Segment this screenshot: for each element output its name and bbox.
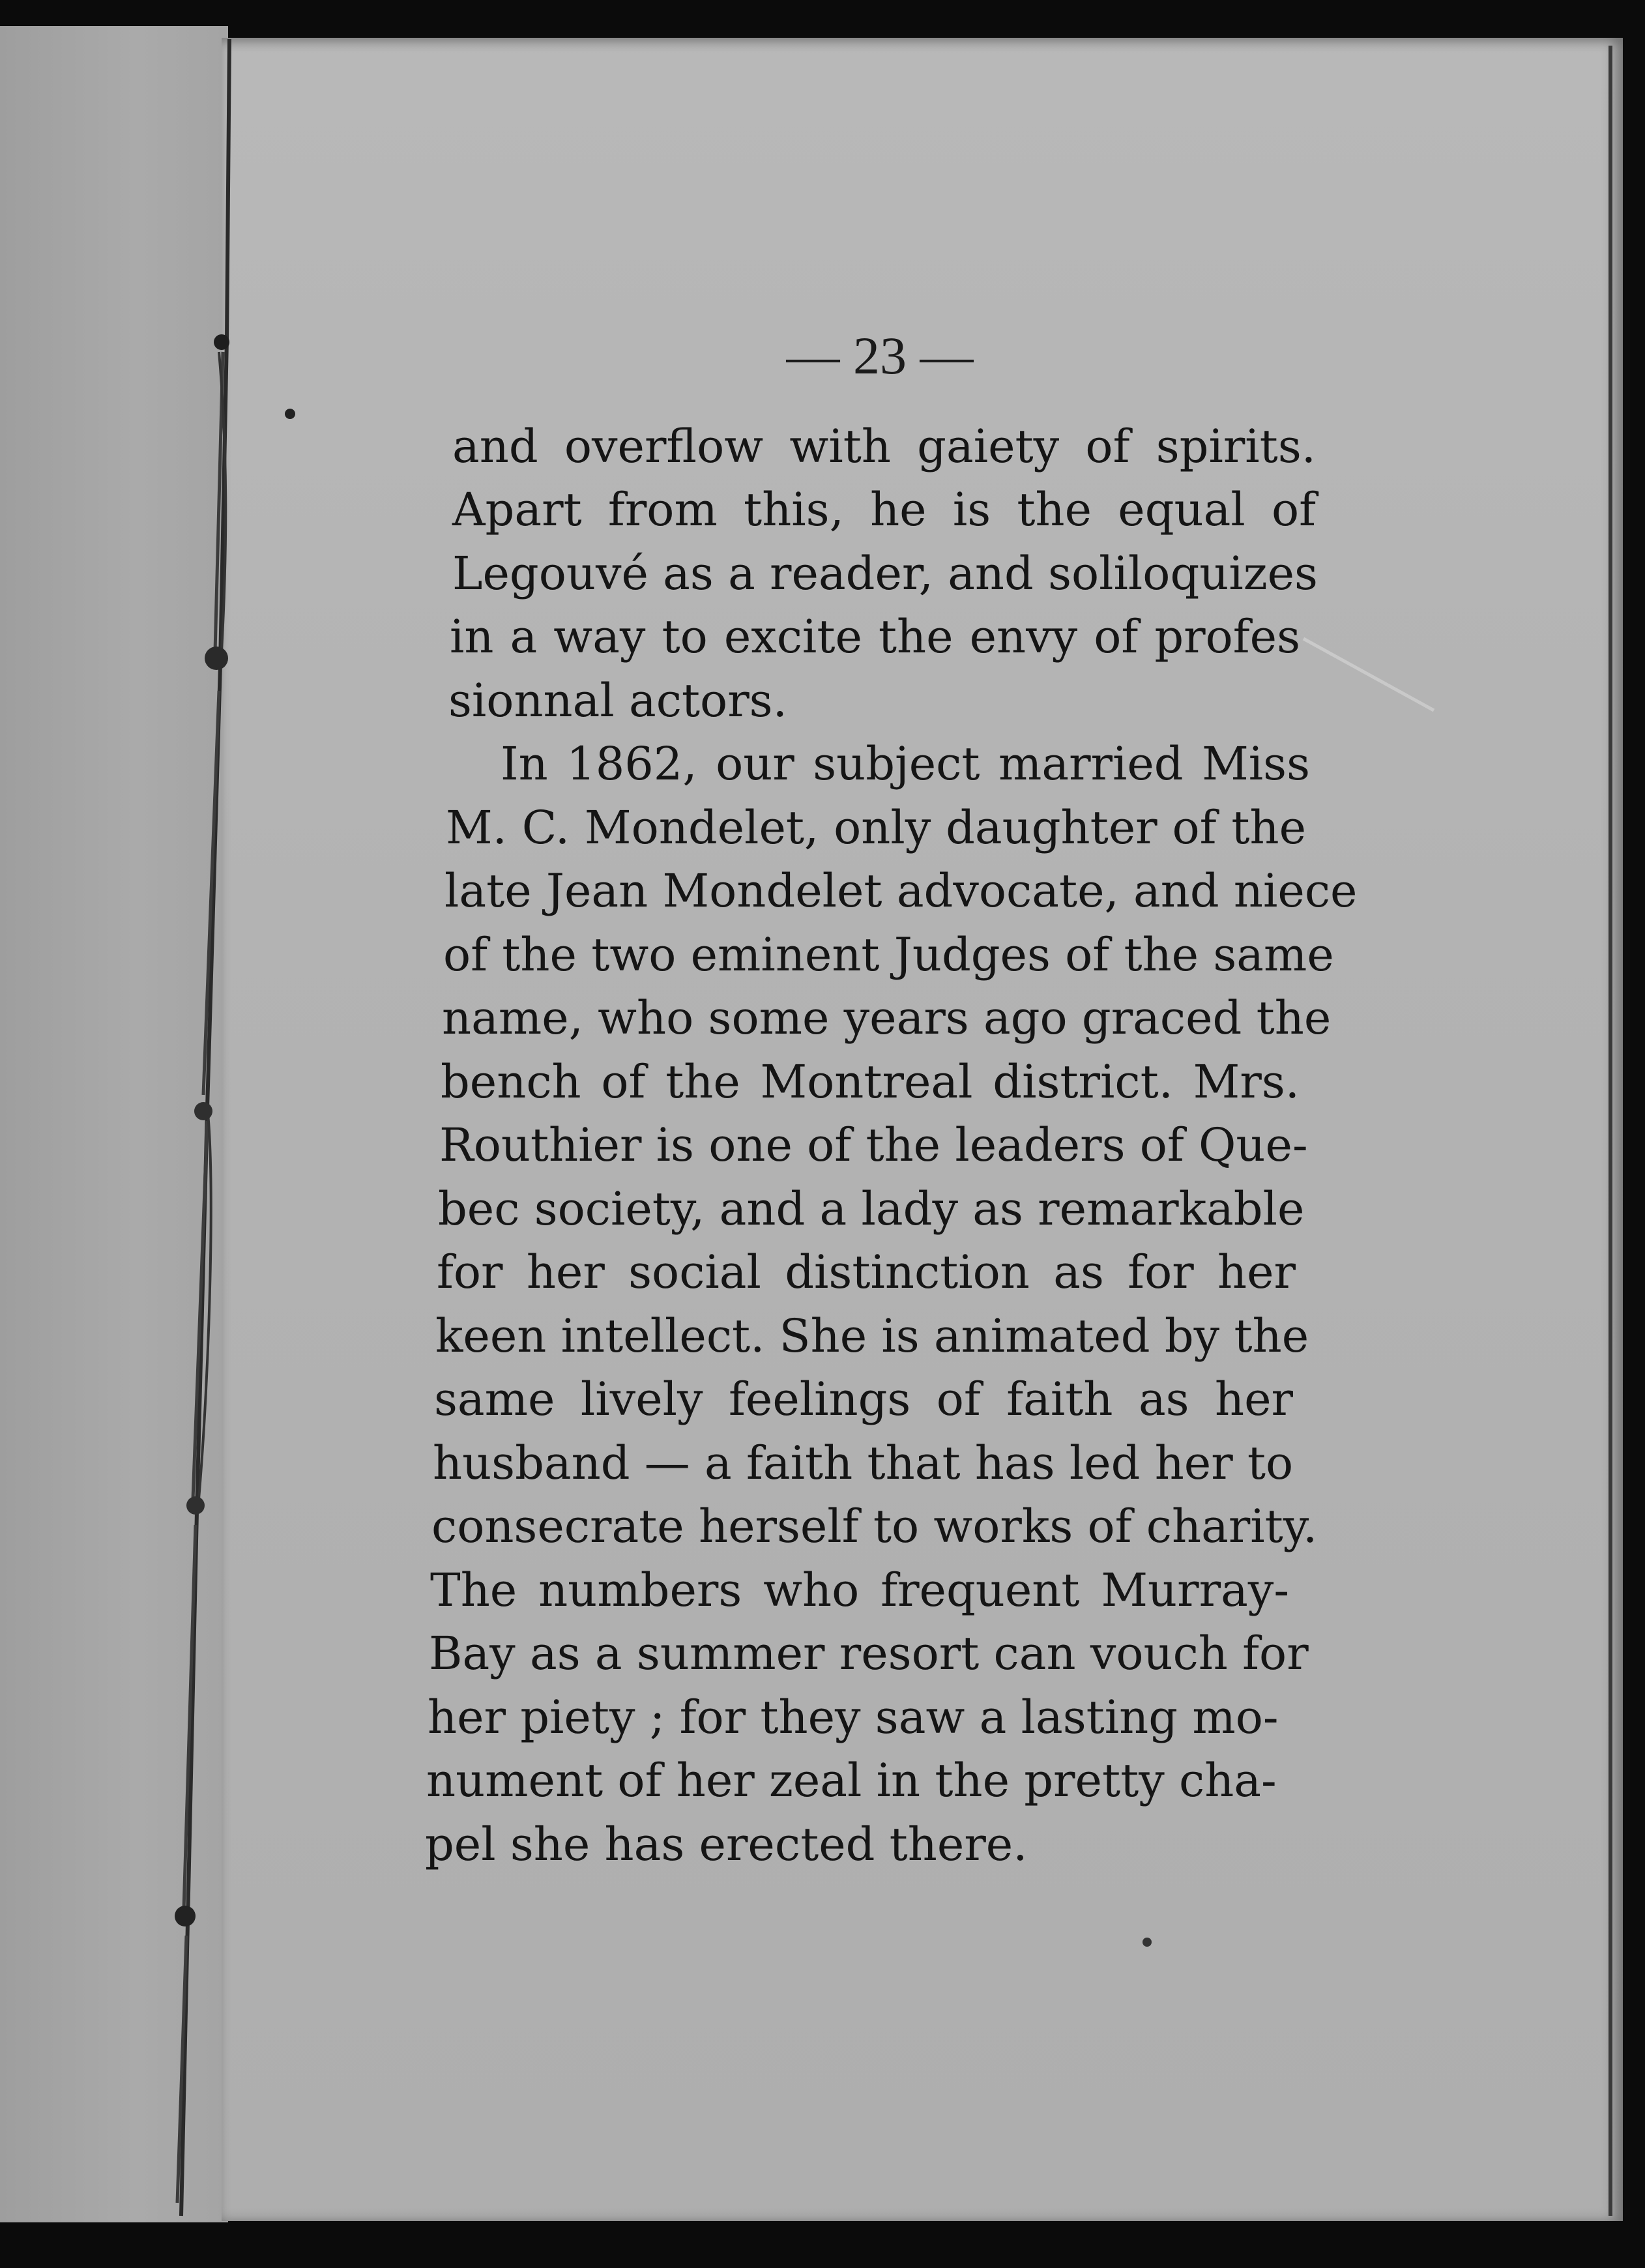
- text-line: The numbers who frequent Murray-: [430, 1563, 1289, 1617]
- text-line: pel she has erected there.: [425, 1818, 1028, 1871]
- text-line: for her social distinction as for her: [437, 1245, 1296, 1299]
- text-line: late Jean Mondelet advocate, and niece: [444, 864, 1358, 918]
- text-line: bec society, and a lady as remarkable: [438, 1182, 1305, 1236]
- text-line: same lively feelings of faith as her: [434, 1373, 1293, 1426]
- text-line: of the two eminent Judges of the same: [443, 928, 1334, 981]
- text-line: Legouvé as a reader, and soliloquizes: [452, 547, 1318, 600]
- text-line: husband — a faith that has led her to: [433, 1436, 1294, 1490]
- text-line: her piety ; for they saw a lasting mo-: [428, 1691, 1279, 1744]
- text-line: bench of the Montreal district. Mrs.: [441, 1055, 1300, 1109]
- text-line: keen intellect. She is animated by the: [435, 1309, 1309, 1363]
- text-line: M. C. Mondelet, only daughter of the: [446, 801, 1306, 854]
- page-number: — 23 —: [786, 326, 974, 385]
- text-line: and overflow with gaiety of spirits.: [452, 420, 1316, 473]
- text-line: name, who some years ago graced the: [442, 991, 1332, 1045]
- text-line: In 1862, our subject married Miss: [501, 737, 1310, 791]
- text-line: in a way to excite the envy of profes: [450, 610, 1300, 663]
- text-line: sionnal actors.: [448, 674, 787, 727]
- text-line: nument of her zeal in the pretty cha-: [426, 1754, 1277, 1807]
- text-line: Routhier is one of the leaders of Que-: [439, 1118, 1308, 1172]
- text-line: Bay as a summer resort can vouch for: [429, 1627, 1309, 1680]
- text-line: Apart from this, he is the equal of: [452, 483, 1316, 536]
- text-line: consecrate herself to works of charity.: [431, 1500, 1318, 1553]
